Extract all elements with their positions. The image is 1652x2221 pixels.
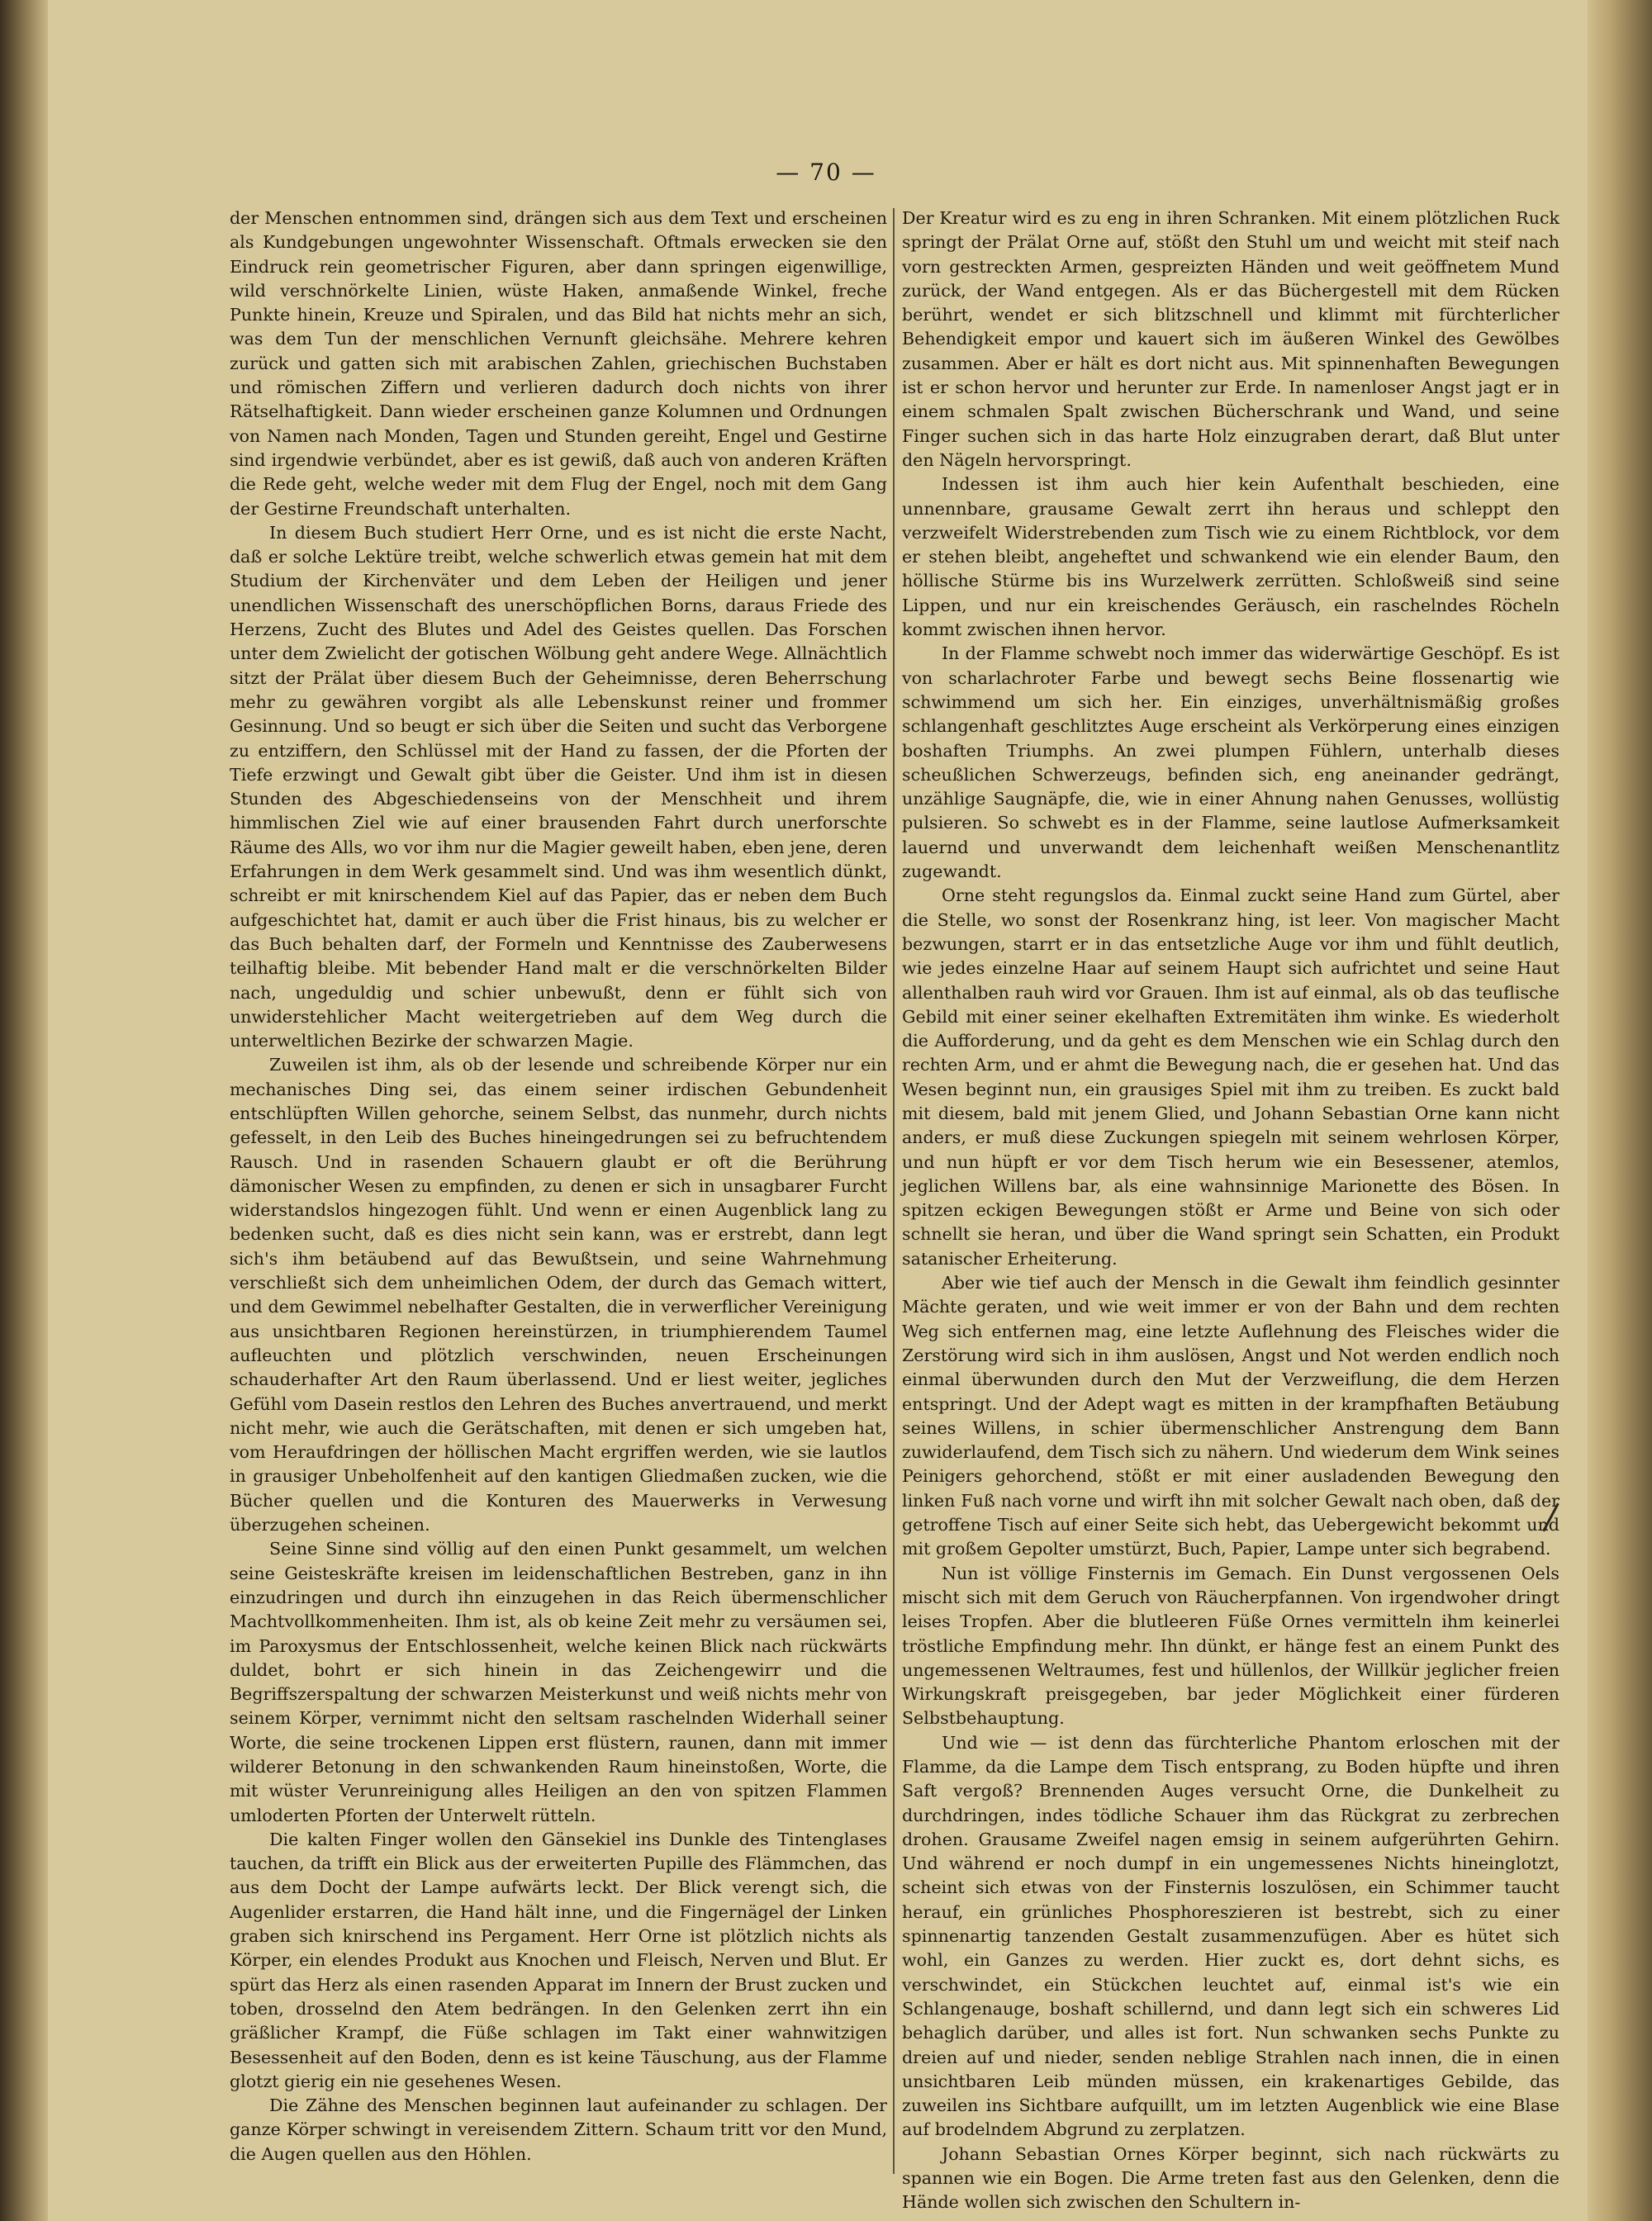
page-number: — 70 —	[776, 159, 876, 186]
paragraph: Johann Sebastian Ornes Körper beginnt, sich nach rückwärts zu spannen wie ein Bogen. Die Arme treten fast aus den Gelenken, denn die Hände wollen sich zwischen den Schultern in-	[902, 2143, 1559, 2213]
paragraph: Aber wie tief auch der Mensch in die Gewalt ihm feindlich gesinnter Mächte geraten, und wie weit immer er von der Bahn und dem rechten Weg sich entfernen mag, eine letzte Auflehnung des Fleisches wider die Zerstörung wird sich in ihm auslösen, Angst und Not werden endlich noch einmal überwunden durch den Mut der Verzweiflung, die dem Herzen entspringt. Und der Adept wagt es mitten in der krampfhaften Betäubung seines Willens, in schier übermenschlicher Anstrengung dem Bann zuwiderlaufend, dem Tisch sich zu nähern. Und wiederum dem Wink seines Peinigers gehorchend, stößt er mit einer ausladenden Bewegung den linken Fuß nach vorne und wirft ihn mit solcher Gewalt nach oben, daß der getroffene Tisch auf einer Seite sich hebt, das Uebergewicht bekommt und mit großem Gepolter umstürzt, Buch, Papier, Lampe unter sich begrabend.	[902, 1273, 1559, 1559]
paragraph: Nun ist völlige Finsternis im Gemach. Ein Dunst vergossenen Oels mischt sich mit dem Geruch von Räucherpfannen. Von irgendwoher dringt leises Tropfen. Aber die blutleeren Füße Ornes vermitteln ihm keinerlei tröstliche Empfindung mehr. Ihn dünkt, er hänge fest an einem Punkt des ungemessenen Weltraumes, fest und hüllenlos, der Willkür jeglicher freien Wirkungskraft preisgegeben, bar jeder Möglichkeit einer fürderen Selbstbehauptung.	[902, 1563, 1559, 1729]
paragraph: Orne steht regungslos da. Einmal zuckt seine Hand zum Gürtel, aber die Stelle, wo sonst der Rosenkranz hing, ist leer. Von magischer Macht bezwungen, starrt er in das entsetzliche Auge vor ihm und fühlt deutlich, wie jedes einzelne Haar auf seinem Haupt sich aufrichtet und seine Haut allenthalben rauh wird vor Grauen. Ihm ist auf einmal, als ob das teuflische Gebild mit einer seiner ekelhaften Extremitäten ihm winke. Es wiederholt die Aufforderung, und da geht es dem Menschen wie ein Schlag durch den rechten Arm, und er ahmt die Bewegung nach, die er gesehen hat. Und das Wesen beginnt nun, ein grausiges Spiel mit ihm zu treiben. Es zuckt bald mit diesem, bald mit jenem Glied, und Johann Sebastian Orne kann nicht anders, er muß diese Zuckungen spiegeln mit seinem wehrlosen Körper, und nun hüpft er vor dem Tisch herum wie ein Besessener, atemlos, jeglichen Willens bar, als eine wahnsinnige Marionette des Bösen. In spitzen eckigen Bewegungen stößt er Arme und Beine von sich oder schnellt sie heran, und über die Wand springt sein Schatten, ein Produkt satanischer Erheiterung.	[902, 885, 1559, 1269]
paragraph: Die Zähne des Menschen beginnen laut aufeinander zu schlagen. Der ganze Körper schwingt in vereisendem Zittern. Schaum tritt vor den Mund, die Augen quellen aus den Höhlen.	[230, 2095, 887, 2164]
binding-gutter	[0, 0, 48, 2221]
right-column	[902, 206, 1559, 2213]
paragraph: Und wie — ist denn das fürchterliche Phantom erloschen mit der Flamme, da die Lampe dem Tisch entsprang, zu Boden hüpfte und ihren Saft vergoß? Brennenden Auges versucht Orne, die Dunkelheit zu durchdringen, indes tödliche Schauer ihm das Rückgrat zu zerbrechen drohen. Grausame Zweifel nagen emsig in seinem aufgerührten Gehirn. Und während er noch dumpf in ein ungemessenes Nichts hineinglotzt, scheint sich etwas von der Finsternis loszulösen, ein Schimmer taucht herauf, ein grünliches Phosphoreszieren ist bestrebt, sich zu einer spinnenartig tanzenden Gestalt zusammenzufügen. Aber es hütet sich wohl, ein Ganzes zu werden. Hier zuckt es, dort dehnt sichs, es verschwindet, ein Stückchen leuchtet auf, einmal ist's wie ein Schlangenauge, boshaft schillernd, und dann legt sich ein schweres Lid behaglich darüber, und alles ist fort. Nun schwanken sechs Punkte zu dreien auf und nieder, senden neblige Strahlen nach innen, die in einen unsichtbaren Leib münden müssen, ein krakenartiges Gebilde, das zuweilen ins Sichtbare aufquillt, um im letzten Augenblick wie eine Blase auf brodelndem Abgrund zu zerplatzen.	[902, 1732, 1559, 2140]
paragraph: Indessen ist ihm auch hier kein Aufenthalt beschieden, eine unnennbare, grausame Gewalt zerrt ihn heraus und schleppt den verzweifelt Widerstrebenden zum Tisch wie zu einem Richtblock, vor dem er stehen bleibt, angeheftet und schwankend wie ein elender Baum, den höllische Stürme bis ins Wurzelwerk zerrütten. Schloßweiß sind seine Lippen, und nur ein kreischendes Geräusch, ein raschelndes Röcheln kommt zwischen ihnen hervor.	[902, 474, 1559, 640]
paragraph: In der Flamme schwebt noch immer das widerwärtige Geschöpf. Es ist von scharlachroter Farbe und bewegt sechs Beine flossenartig wie schwimmend um sich her. Ein einziges, unverhältnismäßig großes schlangenhaft geschlitztes Auge erscheint als Verkörperung eines einzigen boshaften Triumphs. An zwei plumpen Fühlern, unterhalb dieses scheußlichen Schwerzeugs, befinden sich, eng aneinander gedrängt, unzählige Saugnäpfe, die, wie in einer Ahnung nahen Genusses, wollüstig pulsieren. So schwebt es in der Flamme, seine lautlose Aufmerksamkeit lauernd und unverwandt dem leichenhaft weißen Menschenantlitz zugewandt.	[902, 643, 1559, 882]
paragraph: In diesem Buch studiert Herr Orne, und es ist nicht die erste Nacht, daß er solche Lektüre treibt, welche schwerlich etwas gemein hat mit dem Studium der Kirchenväter und dem Leben der Heiligen und jener unendlichen Wissenschaft des unerschöpflichen Borns, daraus Friede des Herzens, Zucht des Blutes und Adel des Geistes quellen. Das Forschen unter dem Zwielicht der gotischen Wölbung geht andere Wege. Allnächtlich sitzt der Prälat über diesem Buch der Geheimnisse, deren Beherrschung mehr zu gewähren vorgibt als alle Lebenskunst reiner und frommer Gesinnung. Und so beugt er sich über die Seiten und sucht das Verborgene zu entziffern, den Schlüssel mit der Hand zu fassen, der die Pforten der Tiefe erzwingt und Gewalt gibt über die Geister. Und ihm ist in diesen Stunden des Abgeschiedenseins von der Menschheit und ihrem himmlischen Ziel wie auf einer brausenden Fahrt durch unerforschte Räume des Alls, wo vor ihm nur die Magier geweilt haben, eben jene, deren Erfahrungen in dem Werk gesammelt sind. Und was ihm wesentlich dünkt, schreibt er mit knirschendem Kiel auf das Papier, das er neben dem Buch aufgeschichtet hat, damit er auch über die Frist hinaus, bis zu welcher er das Buch behalten darf, der Formeln und Kenntnisse des Zauberwesens teilhaftig bleibe. Mit bebender Hand malt er die verschnörkelten Bilder nach, ungeduldig und schier unbewußt, denn er fühlt sich von unwiderstehlicher Macht weitergetrieben auf dem Weg durch die unterweltlichen Bezirke der schwarzen Magie.	[230, 522, 887, 1051]
paragraph: Die kalten Finger wollen den Gänsekiel ins Dunkle des Tintenglases tauchen, da trifft ein Blick aus der erweiterten Pupille des Flämmchen, das aus dem Docht der Lampe aufwärts leckt. Der Blick verengt sich, die Augenlider erstarren, die Hand hält inne, und die Fingernägel der Linken graben sich knirschend ins Pergament. Herr Orne ist plötzlich nichts als Körper, ein elendes Produkt aus Knochen und Fleisch, Nerven und Blut. Er spürt das Herz als einen rasenden Apparat im Innern der Brust zucken und toben, drosselnd den Atem bedrängen. In den Gelenken zerrt ihn ein gräßlicher Krampf, die Füße schlagen im Takt einer wahnwitzigen Besessenheit auf den Boden, denn es ist keine Täuschung, aus der Flamme glotzt gierig ein nie gesehenes Wesen.	[230, 1829, 887, 2091]
column-divider	[893, 208, 895, 2174]
paragraph: Der Kreatur wird es zu eng in ihren Schranken. Mit einem plötzlichen Ruck springt der Prälat Orne auf, stößt den Stuhl um und weicht mit steif nach vorn gestreckten Armen, gespreizten Händen und weit geöffnetem Mund zurück, der Wand entgegen. Als er das Büchergestell mit dem Rücken berührt, wendet er sich blitzschnell und klimmt mit fürchterlicher Behendigkeit empor und kauert sich im äußeren Winkel des Gewölbes zusammen. Aber er hält es dort nicht aus. Mit spinnenhaften Bewegungen ist er schon hervor und herunter zur Erde. In namenloser Angst jagt er in einem schmalen Spalt zwischen Bücherschrank und Wand, und seine Finger suchen sich in das harte Holz einzugraben derart, daß Blut unter den Nägeln hervorspringt.	[902, 208, 1559, 470]
paragraph: Zuweilen ist ihm, als ob der lesende und schreibende Körper nur ein mechanisches Ding sei, das einem seiner irdischen Gebundenheit entschlüpften Willen gehorche, seinem Selbst, das nunmehr, durch nichts gefesselt, in den Leib des Buches hineingedrungen sei zu befruchtendem Rausch. Und in rasenden Schauern glaubt er oft die Berührung dämonischer Wesen zu empfinden, zu denen er sich in unsagbarer Furcht widerstandslos hingezogen fühlt. Und wenn er einen Augenblick lang zu bedenken sucht, daß es dies nicht sein kann, was er erstrebt, dann legt sich's ihm betäubend auf das Bewußtsein, und seine Wahrnehmung verschließt sich dem unheimlichen Odem, der durch das Gemach wittert, und dem Gewimmel nebelhafter Gestalten, die in verwerflicher Vereinigung aus unsichtbaren Regionen hereinstürzen, in triumphierendem Taumel aufleuchten und plötzlich verschwinden, neuen Erscheinungen schauderhafter Art den Raum überlassend. Und er liest weiter, jegliches Gefühl vom Dasein restlos den Lehren des Buches anvertrauend, und merkt nicht mehr, wie auch die Gerätschaften, mit denen er sich umgeben hat, vom Heraufdringen der höllischen Macht ergriffen werden, wie sie lautlos in grausiger Unbeholfenheit auf den kantigen Gliedmaßen zucken, wie die Bücher quellen und die Konturen des Mauerwerks in Verwesung überzugehen scheinen.	[230, 1055, 887, 1535]
paragraph: Seine Sinne sind völlig auf den einen Punkt gesammelt, um welchen seine Geisteskräfte kreisen im leidenschaftlichen Bestreben, ganz in ihn einzudringen und durch ihn einzugehen in das Reich übermenschlicher Machtvollkommenheiten. Ihm ist, als ob keine Zeit mehr zu versäumen sei, im Paroxysmus der Entschlossenheit, welche keinen Blick nach rückwärts duldet, bohrt er sich hinein in das Zeichengewirr und die Begriffszerspaltung der schwarzen Meisterkunst und weiß nichts mehr von seinem Körper, vernimmt nicht den seltsam raschelnden Widerhall seiner Worte, die seine trockenen Lippen erst flüstern, raunen, dann mit immer wilderer Betonung in den schwankenden Raum hineinstoßen, Worte, die mit wüster Verunreinigung alles Heiligen an den von spitzen Flammen umloderten Pforten der Unterwelt rütteln.	[230, 1539, 887, 1825]
page-edge	[1588, 0, 1652, 2221]
left-column	[230, 206, 887, 2189]
paragraph: der Menschen entnommen sind, drängen sich aus dem Text und erscheinen als Kundgebungen ungewohnter Wissenschaft. Oftmals erwecken sie den Eindruck rein geometrischer Figuren, aber dann springen eigenwillige, wild verschnörkelte Linien, wüste Haken, anmaßende Winkel, freche Punkte hinein, Kreuze und Spiralen, und das Bild hat nichts mehr an sich, was dem Tun der menschlichen Vernunft gleichsähe. Mehrere kehren zurück und gatten sich mit arabischen Zahlen, griechischen Buchstaben und römischen Ziffern und verlieren dadurch doch nichts von ihrer Rätselhaftigkeit. Dann wieder erscheinen ganze Kolumnen und Ordnungen von Namen nach Monden, Tagen und Stunden gereiht, Engel und Gestirne sind irgendwie verbündet, aber es ist gewiß, daß auch von anderen Kräften die Rede geht, welche weder mit dem Flug der Engel, noch mit dem Gang der Gestirne Freundschaft unterhalten.	[230, 208, 887, 519]
